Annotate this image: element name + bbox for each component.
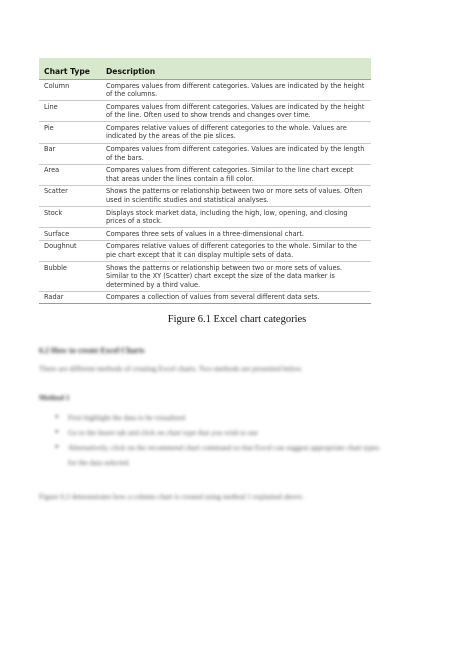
table-header-row: [39, 58, 371, 80]
description-cell: Compares three sets of values in a three-dimensional chart.: [101, 228, 371, 241]
table-row: [39, 262, 371, 292]
description-cell: Compares values from different categories. Values are indicated by the height of the columns.: [101, 80, 371, 101]
description-cell: Shows the patterns or relationship between two or more sets of values. Often used in scientific studies and statistical analyses.: [101, 185, 371, 206]
chart-type-cell: Area: [39, 164, 101, 185]
table-row: [39, 291, 371, 304]
closing-paragraph: Figure 6.2 demonstrates how a column chart is created using method 1 explained above.: [39, 492, 304, 501]
chart-type-cell: Column: [39, 80, 101, 101]
chart-type-cell: Doughnut: [39, 240, 101, 261]
description-cell: Compares relative values of different categories to the whole. Values are indicated by the areas of the pie slices.: [101, 122, 371, 143]
list-item: ● Go to the Insert tab and click on chart type that you wish to use: [58, 425, 388, 440]
table-row: [39, 80, 371, 101]
method-heading: Method 1: [39, 393, 70, 402]
steps-list: [58, 410, 388, 470]
chart-type-cell: Bubble: [39, 262, 101, 292]
description-cell: Compares relative values of different categories to the whole. Similar to the pie chart except that it can display multiple sets of data.: [101, 240, 371, 261]
figure-caption: Figure 6.1 Excel chart categories: [167, 314, 307, 325]
description-cell: Compares values from different categories. Values are indicated by the height of the line. Often used to show trends and changes over time.: [101, 101, 371, 122]
table-row: [39, 185, 371, 206]
chart-type-cell: Stock: [39, 207, 101, 228]
chart-types-table: [39, 58, 371, 304]
table-row: [39, 122, 371, 143]
table-row: [39, 207, 371, 228]
chart-type-cell: Surface: [39, 228, 101, 241]
intro-paragraph: There are different methods of creating Excel charts. Two methods are presented below.: [39, 364, 303, 373]
table-row: [39, 143, 371, 164]
description-cell: Compares a collection of values from several different data sets.: [101, 291, 371, 304]
chart-type-cell: Line: [39, 101, 101, 122]
column-header-chart-type: Chart Type: [39, 58, 101, 80]
table-row: [39, 228, 371, 241]
description-cell: Shows the patterns or relationship between two or more sets of values. Similar to the XY (Scatter) chart except the size of the data marker is determined by a third value.: [101, 262, 371, 292]
list-item: ● First highlight the data to be visualized: [58, 410, 388, 425]
chart-type-cell: Radar: [39, 291, 101, 304]
chart-type-cell: Bar: [39, 143, 101, 164]
list-item: ● Alternatively, click on the recommend chart command so that Excel can suggest appropriate chart types for the data selected.: [58, 440, 388, 470]
description-cell: Compares values from different categories. Values are indicated by the length of the bars.: [101, 143, 371, 164]
chart-type-cell: Pie: [39, 122, 101, 143]
description-cell: Compares values from different categories. Similar to the line chart except that areas under the lines contain a fill color.: [101, 164, 371, 185]
section-heading: 6.2 How to create Excel Charts: [39, 346, 145, 355]
table-row: [39, 101, 371, 122]
chart-type-cell: Scatter: [39, 185, 101, 206]
table-row: [39, 240, 371, 261]
table-row: [39, 164, 371, 185]
column-header-description: Description: [101, 58, 371, 80]
description-cell: Displays stock market data, including the high, low, opening, and closing prices of a stock.: [101, 207, 371, 228]
